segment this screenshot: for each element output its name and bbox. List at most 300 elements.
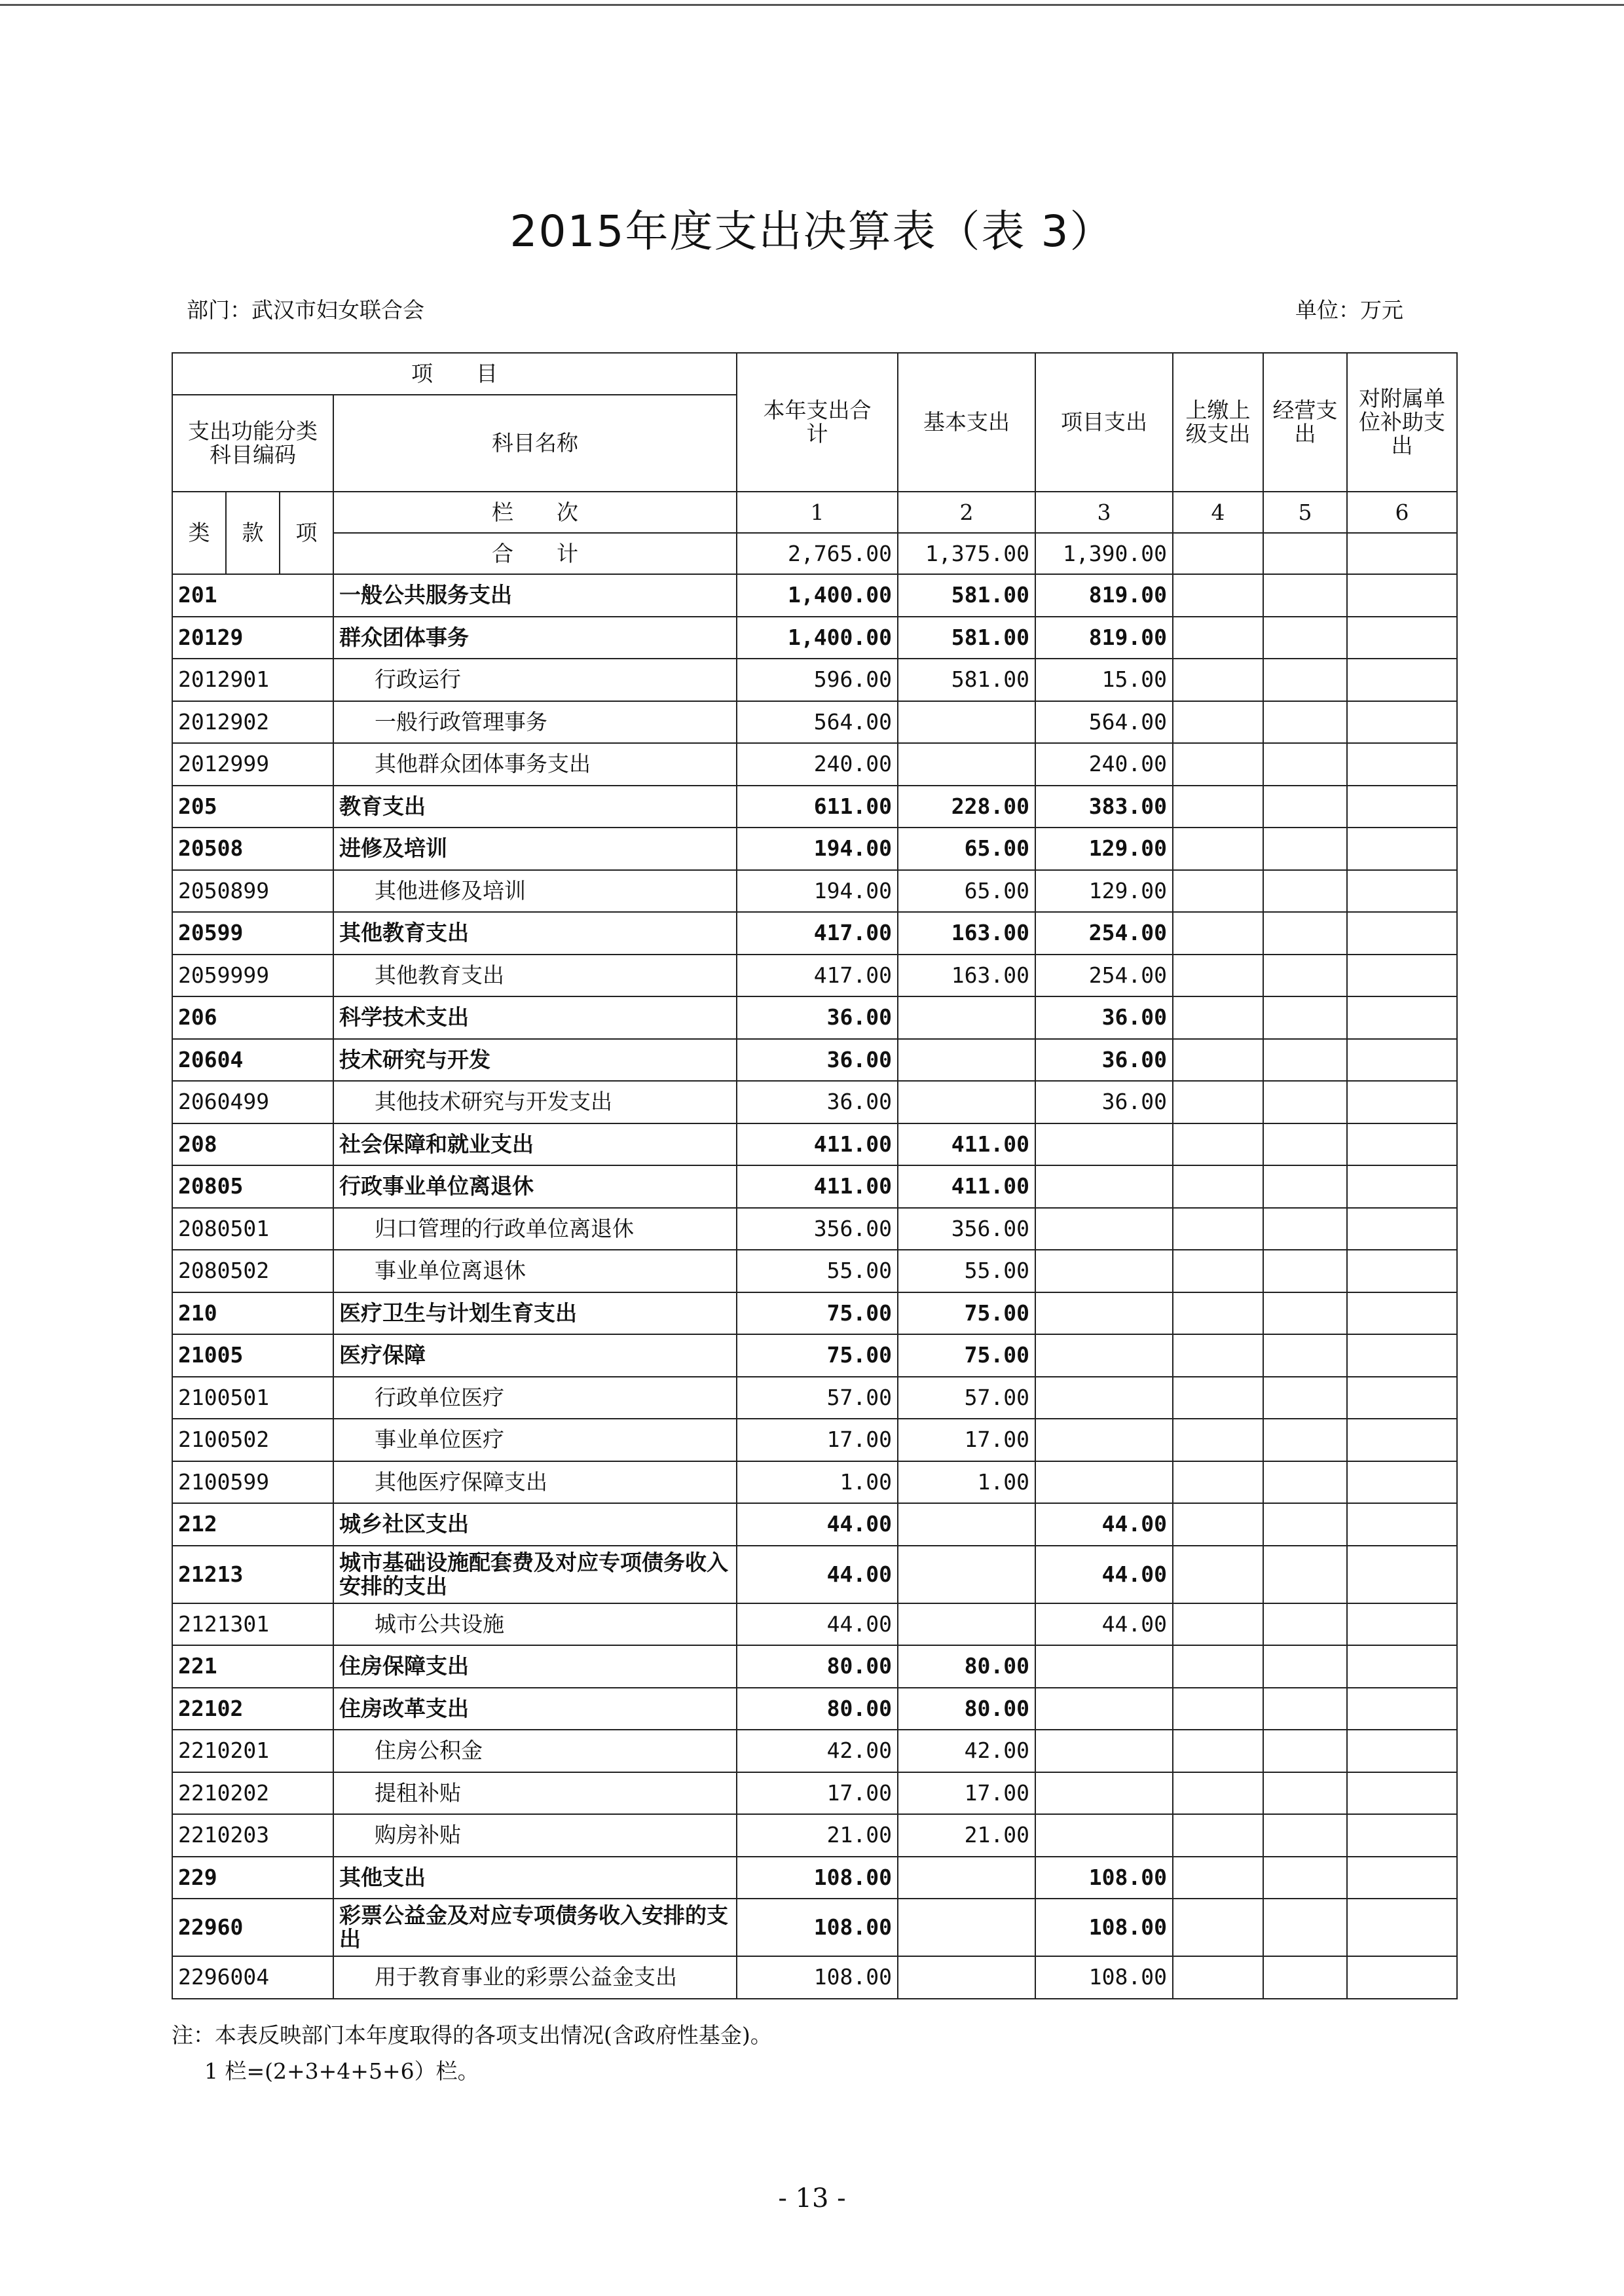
row-total: 44.00: [737, 1503, 898, 1546]
row-basic: [898, 1603, 1035, 1646]
row-code: 2012902: [172, 701, 333, 744]
row-business: [1263, 617, 1347, 659]
row-project: 36.00: [1035, 1081, 1173, 1123]
row-basic: [898, 1546, 1035, 1603]
row-project: 240.00: [1035, 743, 1173, 786]
row-subject-name: 行政运行: [333, 659, 737, 701]
row-code: 2296004: [172, 1956, 333, 1999]
row-subsidy: [1347, 1461, 1457, 1504]
row-upper: [1173, 1503, 1263, 1546]
row-upper: [1173, 1039, 1263, 1082]
row-business: [1263, 1377, 1347, 1419]
row-basic: 1.00: [898, 1461, 1035, 1504]
table-row: [172, 617, 1457, 659]
row-project: 108.00: [1035, 1956, 1173, 1999]
table-row: [172, 1377, 1457, 1419]
row-subject-name: 技术研究与开发: [333, 1039, 737, 1082]
department-label: 部门：武汉市妇女联合会: [187, 297, 424, 323]
row-business: [1263, 996, 1347, 1039]
table-row: [172, 828, 1457, 870]
row-code: 201: [172, 574, 333, 617]
row-subsidy: [1347, 786, 1457, 828]
row-upper: [1173, 1165, 1263, 1208]
row-basic: [898, 701, 1035, 744]
row-basic: 65.00: [898, 828, 1035, 870]
footnote-2: 1 栏=(2+3+4+5+6）栏。: [204, 2058, 479, 2084]
row-subject-name: 城市公共设施: [333, 1603, 737, 1646]
table-row: [172, 1419, 1457, 1461]
row-business: [1263, 1688, 1347, 1730]
header-col-total: 本年支出合 计: [737, 353, 898, 492]
row-total: 44.00: [737, 1603, 898, 1646]
row-project: [1035, 1334, 1173, 1377]
row-business: [1263, 1772, 1347, 1815]
header-col-business: 经营支出: [1263, 353, 1347, 492]
row-subsidy: [1347, 955, 1457, 997]
row-total: 36.00: [737, 1081, 898, 1123]
row-project: 819.00: [1035, 617, 1173, 659]
total-row-basic: 1,375.00: [898, 533, 1035, 574]
row-total: 57.00: [737, 1377, 898, 1419]
header-func-class: 支出功能分类科目编码: [172, 395, 333, 492]
row-total: 36.00: [737, 1039, 898, 1082]
row-total: 44.00: [737, 1546, 898, 1603]
row-upper: [1173, 1208, 1263, 1250]
row-project: [1035, 1250, 1173, 1292]
row-total: 42.00: [737, 1730, 898, 1772]
row-basic: [898, 1039, 1035, 1082]
row-total: 411.00: [737, 1165, 898, 1208]
row-subject-name: 科学技术支出: [333, 996, 737, 1039]
row-code: 2059999: [172, 955, 333, 997]
col-number-2: 2: [898, 492, 1035, 533]
row-subject-name: 行政事业单位离退休: [333, 1165, 737, 1208]
table-row: [172, 1772, 1457, 1815]
row-upper: [1173, 912, 1263, 955]
row-project: [1035, 1814, 1173, 1857]
row-business: [1263, 743, 1347, 786]
row-project: 36.00: [1035, 996, 1173, 1039]
row-code: 2100502: [172, 1419, 333, 1461]
row-subsidy: [1347, 828, 1457, 870]
total-row-business: [1263, 533, 1347, 574]
row-upper: [1173, 1730, 1263, 1772]
row-upper: [1173, 1772, 1263, 1815]
row-total: 564.00: [737, 701, 898, 744]
row-subsidy: [1347, 1814, 1457, 1857]
row-project: 129.00: [1035, 870, 1173, 913]
row-total: 36.00: [737, 996, 898, 1039]
row-code: 20508: [172, 828, 333, 870]
row-basic: 581.00: [898, 659, 1035, 701]
row-subsidy: [1347, 574, 1457, 617]
row-total: 108.00: [737, 1956, 898, 1999]
row-business: [1263, 786, 1347, 828]
row-business: [1263, 1208, 1347, 1250]
row-business: [1263, 659, 1347, 701]
table-row: [172, 1546, 1457, 1603]
table-row: [172, 701, 1457, 744]
row-business: [1263, 574, 1347, 617]
row-upper: [1173, 743, 1263, 786]
row-subsidy: [1347, 1645, 1457, 1688]
row-subsidy: [1347, 912, 1457, 955]
row-total: 75.00: [737, 1292, 898, 1335]
table-row: [172, 574, 1457, 617]
col-number-5: 5: [1263, 492, 1347, 533]
row-business: [1263, 1461, 1347, 1504]
row-subject-name: 社会保障和就业支出: [333, 1123, 737, 1166]
row-code: 2210201: [172, 1730, 333, 1772]
row-code: 21213: [172, 1546, 333, 1603]
col-number-6: 6: [1347, 492, 1457, 533]
table-row: [172, 1645, 1457, 1688]
row-total: 55.00: [737, 1250, 898, 1292]
row-code: 208: [172, 1123, 333, 1166]
row-code: 2012901: [172, 659, 333, 701]
row-total: 356.00: [737, 1208, 898, 1250]
row-total: 411.00: [737, 1123, 898, 1166]
col-number-3: 3: [1035, 492, 1173, 533]
row-code: 205: [172, 786, 333, 828]
row-subsidy: [1347, 1123, 1457, 1166]
header-col-subsidy: 对附属单位补助支出: [1347, 353, 1457, 492]
row-subject-name: 医疗卫生与计划生育支出: [333, 1292, 737, 1335]
row-project: [1035, 1377, 1173, 1419]
row-business: [1263, 1857, 1347, 1899]
row-subject-name: 其他群众团体事务支出: [333, 743, 737, 786]
row-business: [1263, 1546, 1347, 1603]
row-code: 229: [172, 1857, 333, 1899]
row-basic: 17.00: [898, 1772, 1035, 1815]
row-subject-name: 群众团体事务: [333, 617, 737, 659]
row-project: [1035, 1165, 1173, 1208]
row-subject-name: 一般行政管理事务: [333, 701, 737, 744]
row-project: [1035, 1730, 1173, 1772]
row-upper: [1173, 1857, 1263, 1899]
row-subsidy: [1347, 1208, 1457, 1250]
row-business: [1263, 1899, 1347, 1956]
row-code: 20599: [172, 912, 333, 955]
row-subsidy: [1347, 1603, 1457, 1646]
row-upper: [1173, 1334, 1263, 1377]
row-subject-name: 其他医疗保障支出: [333, 1461, 737, 1504]
row-total: 596.00: [737, 659, 898, 701]
table-row: [172, 912, 1457, 955]
row-basic: 75.00: [898, 1334, 1035, 1377]
row-subject-name: 归口管理的行政单位离退休: [333, 1208, 737, 1250]
row-upper: [1173, 574, 1263, 617]
row-upper: [1173, 1292, 1263, 1335]
row-subsidy: [1347, 1772, 1457, 1815]
row-basic: 80.00: [898, 1688, 1035, 1730]
row-subject-name: 城市基础设施配套费及对应专项债务收入安排的支出: [333, 1546, 737, 1603]
row-upper: [1173, 1377, 1263, 1419]
row-project: 44.00: [1035, 1603, 1173, 1646]
header-kuan: 款: [227, 492, 280, 574]
row-subject-name: 住房公积金: [333, 1730, 737, 1772]
row-project: [1035, 1645, 1173, 1688]
row-code: 2121301: [172, 1603, 333, 1646]
header-col-basic: 基本支出: [898, 353, 1035, 492]
row-total: 1.00: [737, 1461, 898, 1504]
row-code: 2210202: [172, 1772, 333, 1815]
row-upper: [1173, 1250, 1263, 1292]
row-basic: 80.00: [898, 1645, 1035, 1688]
total-row-upper: [1173, 533, 1263, 574]
row-subsidy: [1347, 1039, 1457, 1082]
table-row: [172, 1165, 1457, 1208]
header-xiang: 项: [295, 520, 318, 545]
row-project: [1035, 1292, 1173, 1335]
row-business: [1263, 1603, 1347, 1646]
header-lei: 类: [173, 492, 227, 574]
row-subject-name: 事业单位离退休: [333, 1250, 737, 1292]
row-code: 2050899: [172, 870, 333, 913]
row-basic: [898, 1857, 1035, 1899]
footnote-1: 注：本表反映部门本年度取得的各项支出情况(含政府性基金)。: [172, 2022, 772, 2048]
header-item: 项 目: [172, 353, 737, 395]
total-row-subsidy: [1347, 533, 1457, 574]
row-subject-name: 行政单位医疗: [333, 1377, 737, 1419]
row-project: 36.00: [1035, 1039, 1173, 1082]
row-subject-name: 城乡社区支出: [333, 1503, 737, 1546]
row-subject-name: 用于教育事业的彩票公益金支出: [333, 1956, 737, 1999]
row-total: 75.00: [737, 1334, 898, 1377]
row-business: [1263, 1081, 1347, 1123]
row-code: 2080501: [172, 1208, 333, 1250]
row-subsidy: [1347, 1377, 1457, 1419]
row-basic: 411.00: [898, 1165, 1035, 1208]
row-code: 21005: [172, 1334, 333, 1377]
expenditure-table: [172, 352, 1458, 1999]
row-subject-name: 住房保障支出: [333, 1645, 737, 1688]
row-upper: [1173, 1688, 1263, 1730]
row-subject-name: 事业单位医疗: [333, 1419, 737, 1461]
row-project: [1035, 1123, 1173, 1166]
page-number: - 13 -: [778, 2183, 846, 2214]
row-upper: [1173, 1546, 1263, 1603]
row-basic: 581.00: [898, 617, 1035, 659]
table-row: [172, 1292, 1457, 1335]
row-subject-name: 其他支出: [333, 1857, 737, 1899]
row-basic: [898, 1503, 1035, 1546]
row-code: 20604: [172, 1039, 333, 1082]
row-basic: 55.00: [898, 1250, 1035, 1292]
header-col-project: 项目支出: [1035, 353, 1173, 492]
table-row: [172, 1123, 1457, 1166]
table-row: [172, 955, 1457, 997]
row-business: [1263, 1250, 1347, 1292]
table-row: [172, 870, 1457, 913]
row-basic: 57.00: [898, 1377, 1035, 1419]
row-subsidy: [1347, 701, 1457, 744]
row-subsidy: [1347, 659, 1457, 701]
col-number-4: 4: [1173, 492, 1263, 533]
row-upper: [1173, 1956, 1263, 1999]
table-row: [172, 743, 1457, 786]
row-code: 20805: [172, 1165, 333, 1208]
row-subject-name: 一般公共服务支出: [333, 574, 737, 617]
row-subject-name: 其他教育支出: [333, 912, 737, 955]
header-lanci: 栏 次: [333, 492, 737, 533]
row-project: 254.00: [1035, 912, 1173, 955]
row-subject-name: 提租补贴: [333, 1772, 737, 1815]
table-row: [172, 1603, 1457, 1646]
row-upper: [1173, 1645, 1263, 1688]
row-upper: [1173, 1461, 1263, 1504]
row-project: 44.00: [1035, 1546, 1173, 1603]
row-project: [1035, 1772, 1173, 1815]
row-code: 2100501: [172, 1377, 333, 1419]
page-title: 2015年度支出决算表（表 3）: [509, 206, 1115, 257]
row-upper: [1173, 828, 1263, 870]
row-code: 206: [172, 996, 333, 1039]
row-subsidy: [1347, 870, 1457, 913]
row-project: [1035, 1419, 1173, 1461]
table-row: [172, 1081, 1457, 1123]
row-subject-name: 购房补贴: [333, 1814, 737, 1857]
row-subsidy: [1347, 1503, 1457, 1546]
top-border-line: [0, 4, 1624, 6]
row-code: 2210203: [172, 1814, 333, 1857]
row-basic: 163.00: [898, 912, 1035, 955]
unit-label: 单位：万元: [1295, 297, 1403, 323]
table-row: [172, 1730, 1457, 1772]
row-subsidy: [1347, 1165, 1457, 1208]
row-business: [1263, 955, 1347, 997]
row-business: [1263, 1730, 1347, 1772]
row-upper: [1173, 1081, 1263, 1123]
table-row: [172, 1899, 1457, 1956]
header-lei-kuan-xiang: [172, 492, 333, 574]
row-project: 108.00: [1035, 1857, 1173, 1899]
row-basic: 411.00: [898, 1123, 1035, 1166]
row-total: 21.00: [737, 1814, 898, 1857]
row-project: [1035, 1461, 1173, 1504]
row-code: 210: [172, 1292, 333, 1335]
row-business: [1263, 1292, 1347, 1335]
row-code: 20129: [172, 617, 333, 659]
row-project: 44.00: [1035, 1503, 1173, 1546]
row-total: 1,400.00: [737, 617, 898, 659]
row-subject-name: 其他进修及培训: [333, 870, 737, 913]
row-subsidy: [1347, 1250, 1457, 1292]
row-basic: [898, 1899, 1035, 1956]
row-upper: [1173, 701, 1263, 744]
row-code: 22960: [172, 1899, 333, 1956]
row-business: [1263, 701, 1347, 744]
row-subject-name: 彩票公益金及对应专项债务收入安排的支出: [333, 1899, 737, 1956]
row-project: 254.00: [1035, 955, 1173, 997]
table-row: [172, 1334, 1457, 1377]
row-upper: [1173, 1123, 1263, 1166]
row-subsidy: [1347, 1899, 1457, 1956]
row-upper: [1173, 659, 1263, 701]
row-basic: [898, 996, 1035, 1039]
row-basic: 75.00: [898, 1292, 1035, 1335]
row-basic: [898, 743, 1035, 786]
header-subject-name: 科目名称: [333, 395, 737, 492]
row-subsidy: [1347, 1334, 1457, 1377]
total-row-label: 合 计: [333, 533, 737, 574]
row-code: 2012999: [172, 743, 333, 786]
row-upper: [1173, 1899, 1263, 1956]
row-total: 108.00: [737, 1899, 898, 1956]
row-total: 17.00: [737, 1419, 898, 1461]
row-upper: [1173, 955, 1263, 997]
row-subsidy: [1347, 996, 1457, 1039]
row-upper: [1173, 617, 1263, 659]
table-row: [172, 1814, 1457, 1857]
total-row-total: 2,765.00: [737, 533, 898, 574]
table-row: [172, 1208, 1457, 1250]
row-subject-name: 医疗保障: [333, 1334, 737, 1377]
table-row: [172, 1956, 1457, 1999]
row-business: [1263, 912, 1347, 955]
row-upper: [1173, 1603, 1263, 1646]
row-basic: 163.00: [898, 955, 1035, 997]
table-row: [172, 659, 1457, 701]
row-upper: [1173, 1814, 1263, 1857]
row-subsidy: [1347, 617, 1457, 659]
row-total: 1,400.00: [737, 574, 898, 617]
row-business: [1263, 1334, 1347, 1377]
row-business: [1263, 1039, 1347, 1082]
row-project: 129.00: [1035, 828, 1173, 870]
row-subsidy: [1347, 1081, 1457, 1123]
row-basic: [898, 1956, 1035, 1999]
table-row: [172, 1857, 1457, 1899]
row-code: 221: [172, 1645, 333, 1688]
table-row: [172, 1250, 1457, 1292]
table-row: [172, 996, 1457, 1039]
row-upper: [1173, 870, 1263, 913]
row-subsidy: [1347, 743, 1457, 786]
row-total: 417.00: [737, 955, 898, 997]
row-business: [1263, 1956, 1347, 1999]
table-row: [172, 1688, 1457, 1730]
row-subject-name: 其他技术研究与开发支出: [333, 1081, 737, 1123]
row-basic: 42.00: [898, 1730, 1035, 1772]
row-total: 240.00: [737, 743, 898, 786]
table-row: [172, 1503, 1457, 1546]
row-total: 80.00: [737, 1688, 898, 1730]
row-business: [1263, 1814, 1347, 1857]
table-row: [172, 1461, 1457, 1504]
row-business: [1263, 1419, 1347, 1461]
row-project: 108.00: [1035, 1899, 1173, 1956]
row-code: 2060499: [172, 1081, 333, 1123]
row-basic: 581.00: [898, 574, 1035, 617]
row-subsidy: [1347, 1956, 1457, 1999]
row-business: [1263, 870, 1347, 913]
row-basic: 65.00: [898, 870, 1035, 913]
row-upper: [1173, 996, 1263, 1039]
row-upper: [1173, 1419, 1263, 1461]
row-subsidy: [1347, 1546, 1457, 1603]
row-subsidy: [1347, 1730, 1457, 1772]
row-business: [1263, 1165, 1347, 1208]
row-code: 2080502: [172, 1250, 333, 1292]
row-subsidy: [1347, 1419, 1457, 1461]
row-subsidy: [1347, 1857, 1457, 1899]
row-project: 15.00: [1035, 659, 1173, 701]
row-project: 819.00: [1035, 574, 1173, 617]
row-subsidy: [1347, 1292, 1457, 1335]
row-code: 22102: [172, 1688, 333, 1730]
row-basic: 228.00: [898, 786, 1035, 828]
